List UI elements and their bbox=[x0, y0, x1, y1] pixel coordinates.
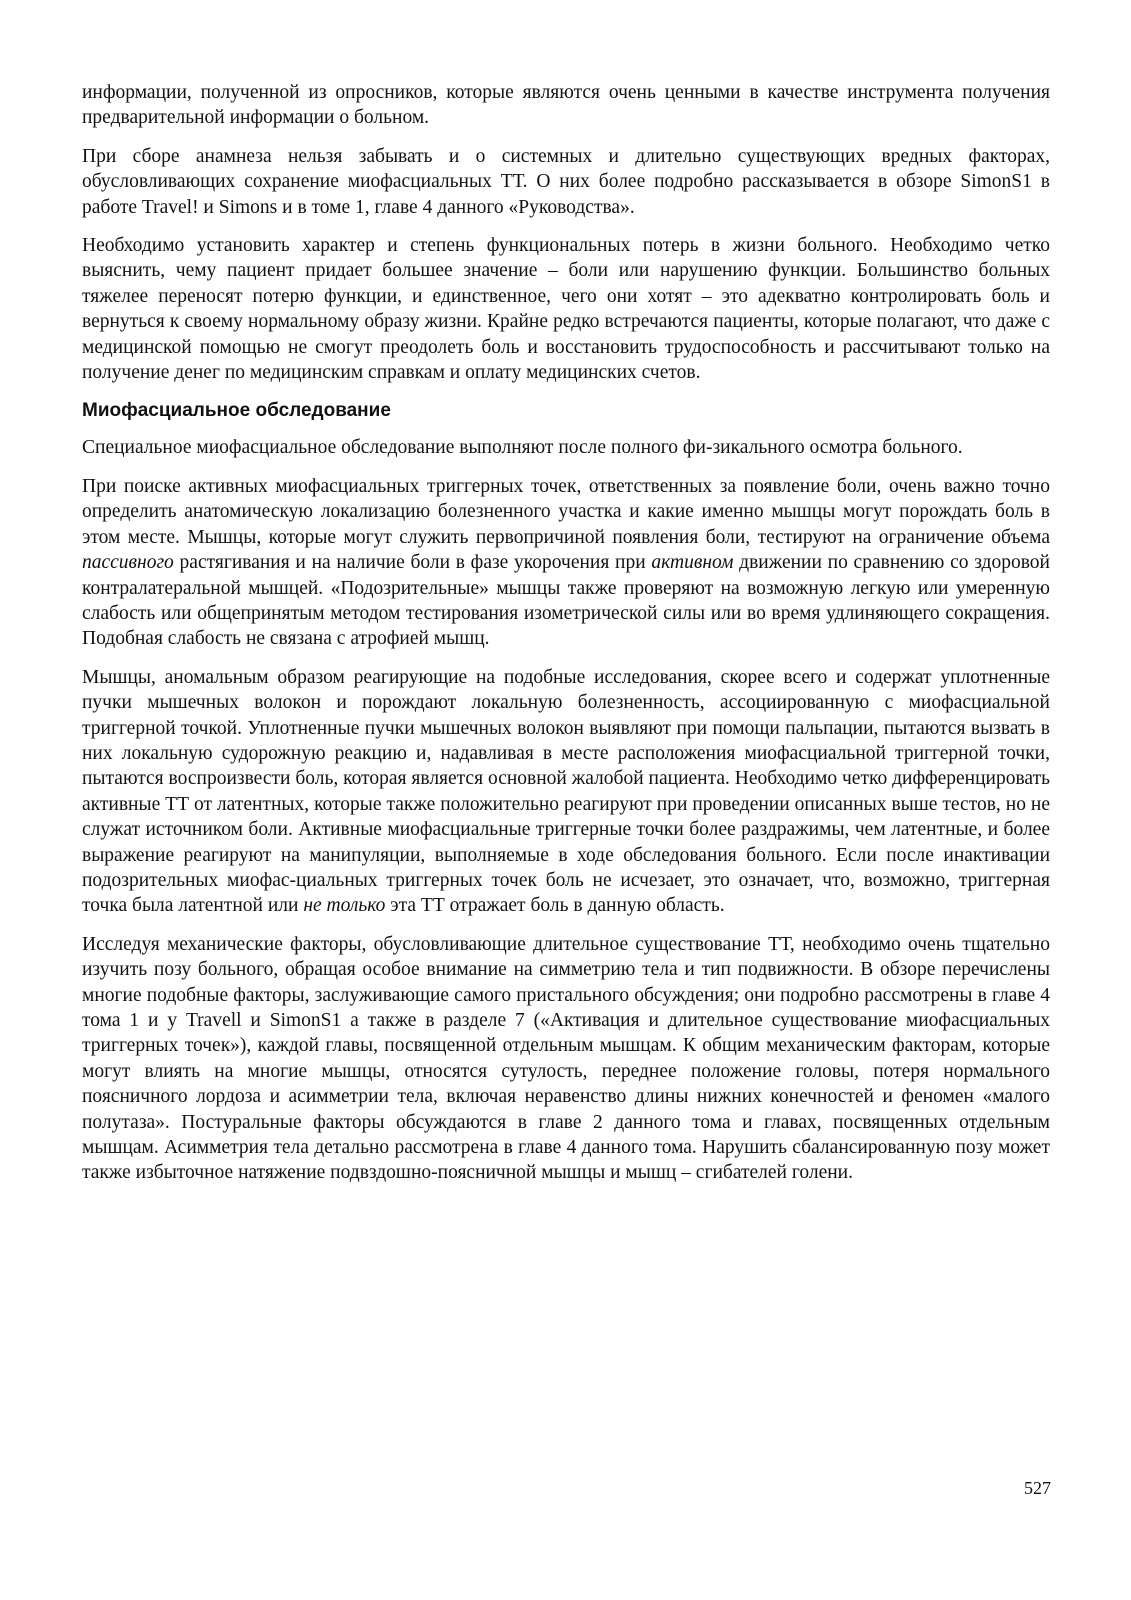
paragraph-special-exam: Специальное миофасциальное обследование выполняют после полного фи-зикального осмотра больного. bbox=[82, 437, 963, 459]
text-span: эта ТТ отражает боль в данную область. bbox=[385, 895, 725, 917]
italic-passive: пассивного bbox=[82, 552, 174, 574]
paragraph-active-trigger-search bbox=[82, 474, 1050, 652]
document-page bbox=[82, 80, 1050, 1199]
italic-not-only: не только bbox=[303, 895, 386, 917]
text-span: движении по сравнению со здоровой контралатеральной мышцей. «Подозрительные» мышцы также проверяют на возможную легкую или умеренную слабость или общепринятым методом тестирования изометрической силы или во время удлиняющего сокращения. Подобная слабость не связана с атрофией мышц. bbox=[82, 552, 1050, 650]
text-span: При поиске активных миофасциальных триггерных точек, ответственных за появление боли, очень важно точно определить анатомическую локализацию болезненного участка и какие именно мышцы могут порождать боль в этом месте. Мышцы, которые могут служить первопричиной появления боли, тестируют на ограничение объема bbox=[82, 475, 1050, 548]
page-number: 527 bbox=[1024, 1478, 1051, 1498]
paragraph-anamnesis: При сборе анамнеза нельзя забывать и о системных и длительно существующих вредных факторах, обусловливающих сохранение миофасциальных ТТ. О них более подробно рассказывается в обзоре SimonS1 в работе Travel! и Simons и в томе 1, главе 4 данного «Руководства». bbox=[82, 145, 1050, 218]
text-span: Мышцы, аномальным образом реагирующие на подобные исследования, скорее всего и содержат уплотненные пучки мышечных волокон и порождают локальную болезненность, ассоциированную с миофасциальной триггерной точкой. Уплотненные пучки мышечных волокон выявляют при помощи пальпации, пытаются вызвать в них локальную судорожную реакцию и, надавливая в месте расположения миофасциальной триггерной точки, пытаются воспроизвести боль, которая является основной жалобой пациента. Необходимо четко дифференцировать активные ТТ от латентных, которые также положительно реагируют при проведении описанных выше тестов, но не служат источником боли. Активные миофасциальные триггерные точки более раздражимы, чем латентные, и более выражение реагируют на манипуляции, выполняемые в ходе обследования больного. Если после инактивации подозрительных миофас-циальных триггерных точек боль не исчезает, это означает, что, возможно, триггерная точка была латентной или bbox=[82, 666, 1050, 917]
paragraph-questionnaire: информации, полученной из опросников, которые являются очень ценными в качестве инструмента получения предварительной информации о больном. bbox=[82, 82, 1050, 129]
section-heading: Миофасциальное обследование bbox=[82, 400, 391, 422]
italic-active: активном bbox=[651, 552, 734, 574]
paragraph-abnormal-muscles bbox=[82, 665, 1050, 919]
paragraph-functional-loss: Необходимо установить характер и степень функциональных потерь в жизни больного. Необходимо четко выяснить, чему пациент придает большее значение – боли или нарушению функции. Большинство больных тяжелее переносят потерю функции, и единственное, чего они хотят – это адекватно контролировать боль и вернуться к своему нормальному образу жизни. Крайне редко встречаются пациенты, которые полагают, что даже с медицинской помощью не смогут преодолеть боль и восстановить трудоспособность и рассчитывают только на получение денег по медицинским справкам и оплату медицинских счетов. bbox=[82, 235, 1050, 384]
text-span: растягивания и на наличие боли в фазе укорочения при bbox=[173, 552, 652, 574]
paragraph-mechanical-factors: Исследуя механические факторы, обусловливающие длительное существование ТТ, необходимо очень тщательно изучить позу больного, обращая особое внимание на симметрию тела и тип подвижности. В обзоре перечислены многие подобные факторы, заслуживающие самого пристального обсуждения; они подробно рассмотрены в главе 4 тома 1 и у Travell и SimonS1 а также в разделе 7 («Активация и длительное существование миофасциальных триггерных точек»), каждой главы, посвященной отдельным мышцам. К общим механическим факторам, которые могут влиять на многие мышцы, относятся сутулость, переднее положение головы, потеря нормального поясничного лордоза и асимметрии тела, включая неравенство длины нижних конечностей и феномен «малого полутаза». Постуральные факторы обсуждаются в главе 2 данного тома и главах, посвященных отдельным мышцам. Асимметрия тела детально рассмотрена в главе 4 данного тома. Нарушить сбалансированную позу может также избыточное натяжение подвздошно-поясничной мышцы и мышц – сгибателей голени. bbox=[82, 933, 1050, 1184]
